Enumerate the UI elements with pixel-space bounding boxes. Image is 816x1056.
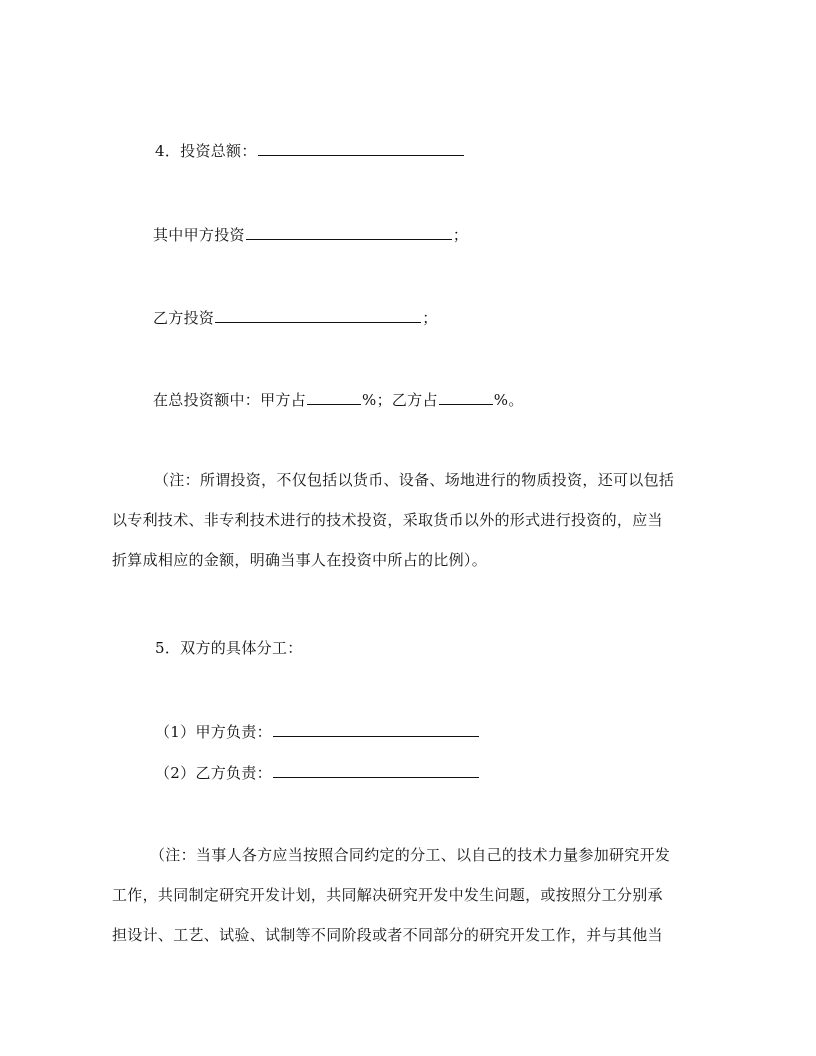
party-a-investment-line (153, 224, 468, 245)
division-of-work-heading (155, 638, 303, 658)
party-a-investment-blank[interactable] (246, 224, 452, 240)
party-a-duty-line (155, 721, 480, 742)
party-b-investment-suffix: ； (422, 309, 438, 327)
party-b-investment-blank[interactable] (215, 307, 421, 323)
note-line: （注：当事人各方应当按照合同约定的分工、以自己的技术力量参加研究开发 (150, 846, 671, 864)
party-a-duty-blank[interactable] (273, 721, 479, 737)
note-line: （注：所谓投资，不仅包括以货币、设备、场地进行的物质投资，还可以包括 (154, 471, 675, 489)
division-note (112, 845, 702, 945)
ratio-prefix: 在总投资额中：甲方占 (153, 391, 307, 409)
party-b-duty-blank[interactable] (273, 762, 479, 778)
party-b-duty-label: （2）乙方负责： (155, 764, 272, 782)
division-of-work-label: 5．双方的具体分工： (155, 639, 303, 657)
party-b-ratio-blank[interactable] (439, 389, 493, 405)
note-line: 折算成相应的金额，明确当事人在投资中所占的比例）。 (112, 551, 488, 569)
party-a-ratio-blank[interactable] (307, 389, 361, 405)
party-b-investment-label: 乙方投资 (153, 309, 215, 327)
investment-total-blank[interactable] (258, 140, 464, 156)
party-a-duty-label: （1）甲方负责： (155, 723, 272, 741)
note-line: 担设计、工艺、试验、试制等不同阶段或者不同部分的研究开发工作，并与其他当 (112, 926, 663, 944)
investment-note (112, 470, 702, 570)
note-line: 工作，共同制定研究开发计划，共同解决研究开发中发生问题，或按照分工分别承 (112, 886, 663, 904)
investment-ratio-line (153, 389, 524, 410)
party-b-investment-line (153, 307, 438, 328)
investment-total-line (155, 140, 465, 161)
party-a-investment-label: 其中甲方投资 (153, 226, 245, 244)
investment-total-label: 4．投资总额： (155, 142, 257, 160)
party-b-duty-line (155, 762, 480, 783)
ratio-mid: %；乙方占 (362, 391, 438, 409)
ratio-suffix: %。 (493, 391, 524, 409)
note-line: 以专利技术、非专利技术进行的技术投资，采取货币以外的形式进行投资的，应当 (112, 511, 663, 529)
party-a-investment-suffix: ； (452, 226, 469, 244)
